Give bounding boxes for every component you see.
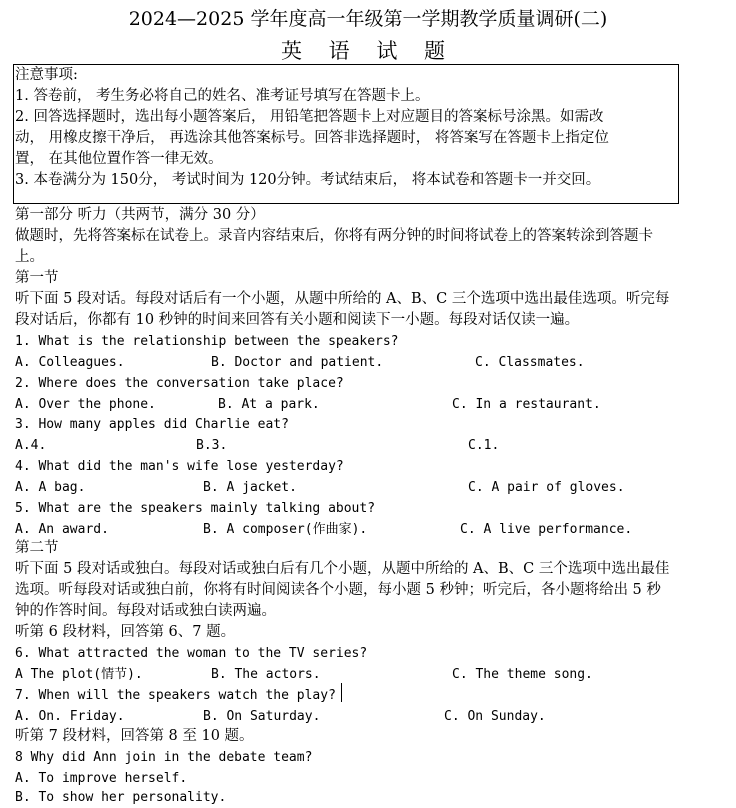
- notice-line: 动， 用橡皮擦干净后， 再选涂其他答案标号。回答非选择题时， 将答案写在答题卡上指定位: [15, 130, 609, 146]
- exam-subtitle: 英 语 试 题: [280, 39, 456, 63]
- option: C. The theme song.: [452, 667, 593, 682]
- section2-instruction: 选项。听每段对话或独白前，你将有时间阅读各个小题，每小题 5 秒钟；听完后，各小题将给出 5 秒: [15, 582, 661, 598]
- material-heading: 听第 6 段材料，回答第 6、7 题。: [15, 624, 236, 640]
- question: 5. What are the speakers mainly talking about?: [15, 501, 376, 516]
- text-caret: [341, 683, 342, 702]
- notice-line: 2. 回答选择题时，选出每小题答案后， 用铅笔把答题卡上对应题目的答案标号涂黑。如需改: [15, 109, 604, 125]
- option: C. On Sunday.: [444, 709, 546, 724]
- question: 7. When will the speakers watch the play?: [15, 688, 336, 703]
- part1-instruction: 做题时，先将答案标在试卷上。录音内容结束后，你将有两分钟的时间将试卷上的答案转涂到答题卡: [15, 228, 653, 244]
- material-heading: 听第 7 段材料，回答第 8 至 10 题。: [15, 728, 254, 744]
- notice-line: 3. 本卷满分为 150分， 考试时间为 120分钟。考试结束后， 将本试卷和答题卡一并交回。: [15, 172, 601, 188]
- part1-heading: 第一部分 听力（共两节，满分 30 分）: [15, 207, 265, 223]
- option: A. A bag.: [15, 480, 86, 495]
- option: A. Over the phone.: [15, 397, 156, 412]
- section1-instruction: 听下面 5 段对话。每段对话后有一个小题，从题中所给的 A、B、C 三个选项中选出最佳选项。听完每: [15, 291, 670, 307]
- part1-instruction: 上。: [15, 249, 44, 265]
- option: C. Classmates.: [475, 355, 585, 370]
- section2-instruction: 听下面 5 段对话或独白。每段对话或独白后有几个小题，从题中所给的 A、B、C 三个选项中选出最佳: [15, 561, 670, 577]
- option: A. Colleagues.: [15, 355, 125, 370]
- option: B. A composer(作曲家).: [203, 522, 368, 537]
- option: A. An award.: [15, 522, 109, 537]
- section1-instruction: 段对话后，你都有 10 秒钟的时间来回答有关小题和阅读下一小题。每段对话仅读一遍。: [15, 312, 580, 328]
- option: A. To improve herself.: [15, 771, 188, 786]
- option: C. A live performance.: [460, 522, 633, 537]
- option: B. On Saturday.: [203, 709, 321, 724]
- section2-heading: 第二节: [15, 540, 59, 556]
- option: B.3.: [196, 438, 228, 453]
- question: 3. How many apples did Charlie eat?: [15, 417, 289, 432]
- question: 1. What is the relationship between the speakers?: [15, 334, 399, 349]
- option: C. A pair of gloves.: [468, 480, 625, 495]
- exam-title: 2024—2025 学年度高一年级第一学期教学质量调研(二): [128, 8, 608, 30]
- question: 6. What attracted the woman to the TV series?: [15, 646, 368, 661]
- notice-heading: 注意事项:: [15, 67, 78, 83]
- section2-instruction: 钟的作答时间。每段对话或独白读两遍。: [15, 603, 276, 619]
- option: A.4.: [15, 438, 47, 453]
- option: C.1.: [468, 438, 500, 453]
- option: C. In a restaurant.: [452, 397, 601, 412]
- notice-line: 1. 答卷前， 考生务必将自己的姓名、准考证号填写在答题卡上。: [15, 88, 430, 104]
- question: 8 Why did Ann join in the debate team?: [15, 750, 313, 765]
- option: B. To show her personality.: [15, 790, 227, 805]
- option: B. At a park.: [218, 397, 320, 412]
- notice-line: 置， 在其他位置作答一律无效。: [15, 151, 223, 167]
- question: 2. Where does the conversation take place?: [15, 376, 344, 391]
- option: B. Doctor and patient.: [211, 355, 384, 370]
- option: B. The actors.: [211, 667, 321, 682]
- section1-heading: 第一节: [15, 270, 59, 286]
- option: A. On. Friday.: [15, 709, 125, 724]
- option: A The plot(情节).: [15, 667, 143, 682]
- question: 4. What did the man's wife lose yesterday?: [15, 459, 344, 474]
- option: B. A jacket.: [203, 480, 297, 495]
